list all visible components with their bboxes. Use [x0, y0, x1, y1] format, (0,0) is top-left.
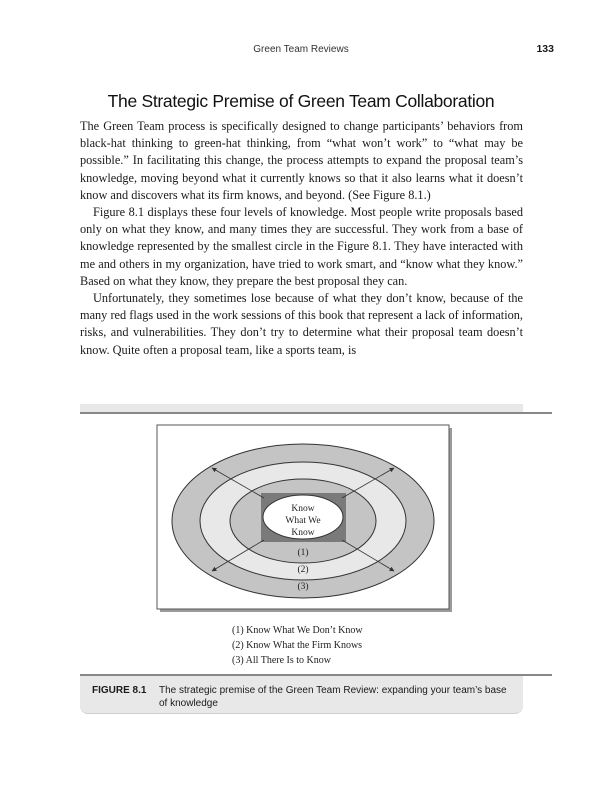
section-heading: The Strategic Premise of Green Team Collaboration	[107, 91, 495, 111]
figure-top-rule	[80, 412, 552, 414]
page-number: 133	[536, 43, 554, 55]
paragraph-2: Figure 8.1 displays these four levels of knowledge. Most people write proposals based only on what they know, and many times they are successful. They work from a base of knowledge represented by the smallest circle in the Figure 8.1. They have interacted with me and others in my organization, have tried to work smart, and “know what they know.” Based on what they know, they prepare the best proposal they can.	[80, 205, 523, 288]
figure-caption-text: The strategic premise of the Green Team Review: expanding your team’s base of knowledge	[159, 685, 507, 709]
running-title: Green Team Reviews	[253, 44, 349, 55]
ring-2-label: (2)	[297, 565, 309, 575]
knowledge-diagram	[156, 424, 454, 614]
body-text	[80, 118, 523, 359]
figure-legend	[232, 623, 363, 668]
legend-item: (3) All There Is to Know	[232, 655, 331, 666]
legend-item: (2) Know What the Firm Knows	[232, 640, 363, 651]
center-label-line-1: Know	[291, 504, 315, 514]
ring-1-label: (1)	[297, 548, 309, 558]
ring-3-label: (3)	[297, 582, 309, 592]
figure-label: FIGURE 8.1	[92, 685, 147, 696]
legend-item: (1) Know What We Don’t Know	[232, 625, 363, 636]
center-label-line-2: What We	[285, 516, 321, 526]
paragraph-1: The Green Team process is specifically designed to change participants’ behaviors from black-hat thinking to green-hat thinking, from “what won’t work” to “what may be possible.” In facilitating this change, the process attempts to expand the proposal team’s knowledge, moving beyond what it currently knows so that it also learns what it doesn’t know and discovers what its firm knows, and beyond. (See Figure 8.1.)	[80, 119, 523, 202]
paragraph-3: Unfortunately, they sometimes lose because of what they don’t know, because of the many red flags used in the work sessions of this book that represent a lack of information, risks, and vulnerabilities. They don’t try to determine what their proposal team doesn’t know. Quite often a proposal team, like a sports team, is	[80, 291, 523, 357]
center-label-line-3: Know	[291, 528, 315, 538]
figure-caption	[80, 676, 523, 714]
running-head	[0, 43, 602, 59]
